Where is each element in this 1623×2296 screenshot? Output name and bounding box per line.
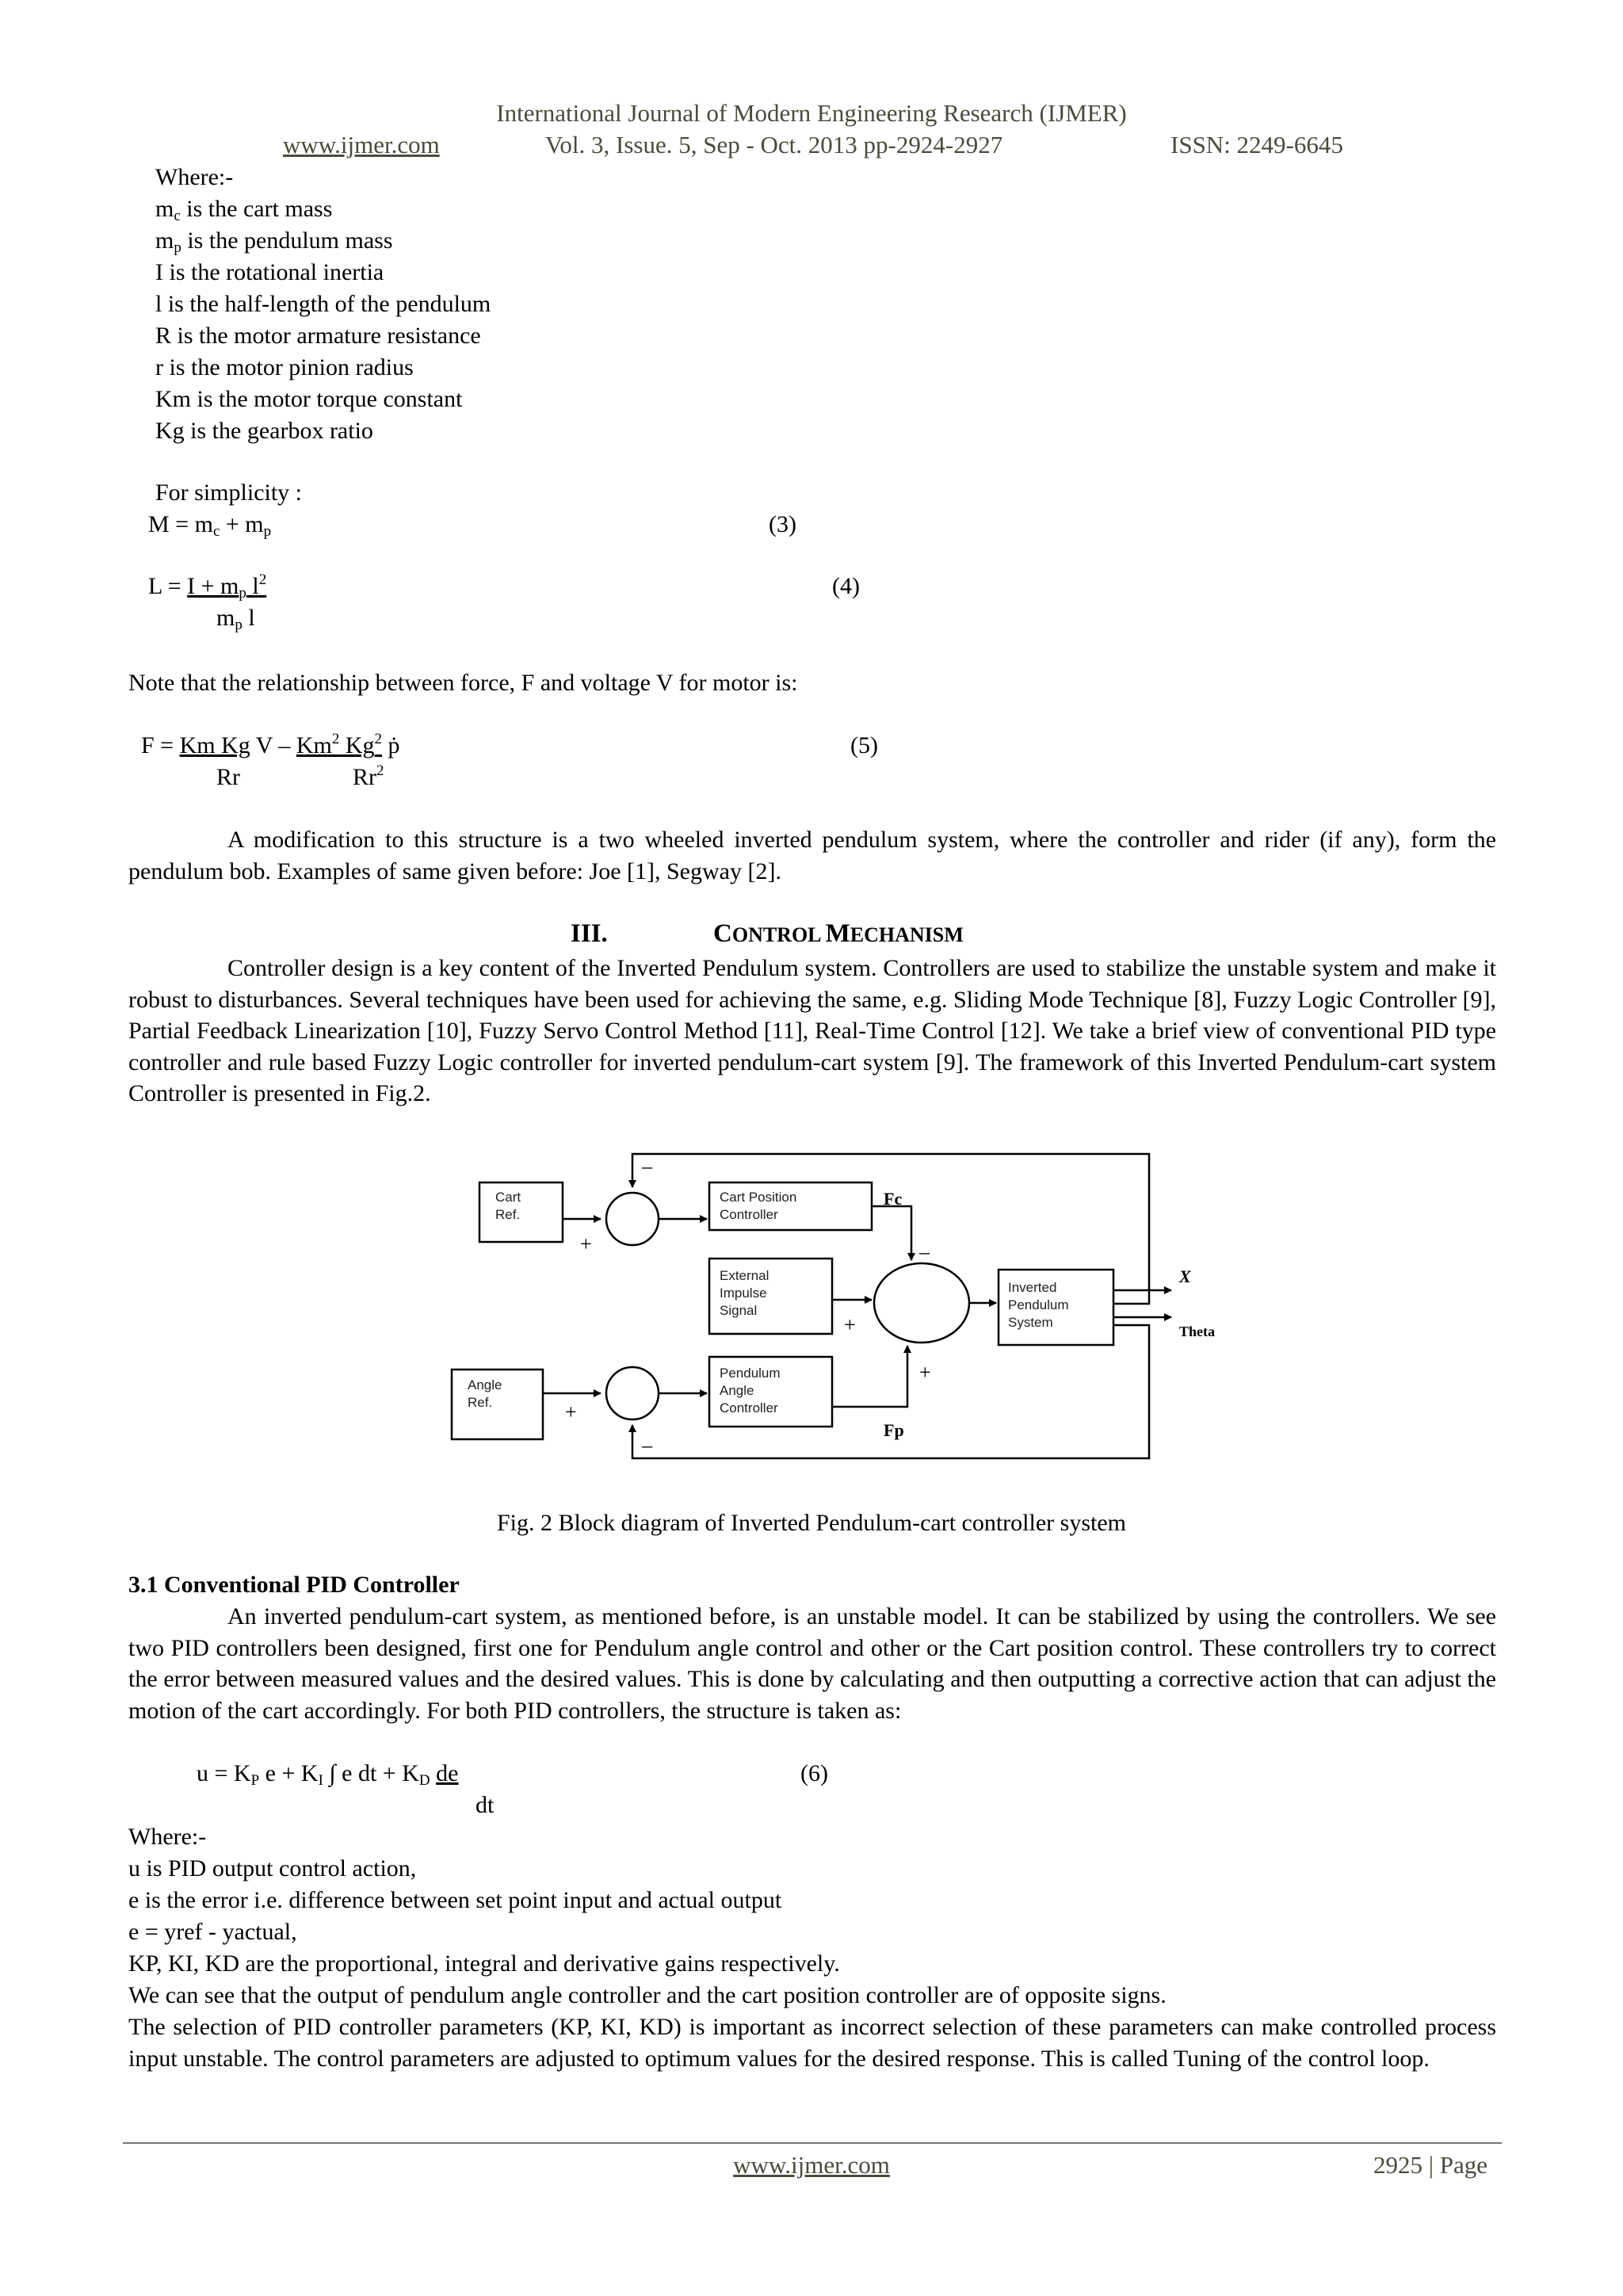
where-item-cart-mass: $m_c$ is the cart mass: [155, 196, 333, 224]
equation-6-number: (6): [800, 1760, 828, 1786]
equation-6-denominator: dt: [475, 1792, 495, 1818]
where-item: e is the error i.e. difference between set point input and actual output: [128, 1887, 782, 1913]
where-item: We can see that the output of pendulum angle controller and the cart position controller are of opposite signs.: [128, 1982, 1167, 2008]
x-output-label: X: [1179, 1266, 1191, 1286]
section-number: III.: [571, 919, 608, 948]
where-item: Km is the motor torque constant: [155, 386, 463, 412]
subsection-heading: 3.1 Conventional PID Controller: [128, 1572, 460, 1598]
external-impulse-label: Signal: [720, 1303, 758, 1318]
where-item: u is PID output control action,: [128, 1855, 417, 1881]
equation-5-denominator-1: Rr: [216, 764, 240, 790]
pendulum-angle-controller-label: Angle: [720, 1383, 754, 1398]
where-item-pendulum-mass: $m_p$ is the pendulum mass: [155, 227, 393, 256]
figure-caption: Fig. 2 Block diagram of Inverted Pendulum-cart controller system: [497, 1510, 1126, 1536]
equation-5-number: (5): [850, 732, 878, 758]
external-impulse-label: Impulse: [720, 1286, 767, 1301]
equation-4-numerator: $L = I + m_p$ $l^2$: [148, 571, 267, 602]
where-item: R is the motor armature resistance: [155, 323, 481, 349]
minus-sign: –: [919, 1240, 930, 1263]
plus-sign: +: [580, 1232, 592, 1255]
minus-sign: –: [642, 1434, 652, 1457]
header-website-link[interactable]: www.ijmer.com: [283, 131, 440, 159]
footer-divider: [123, 2142, 1502, 2144]
inverted-pendulum-label: Inverted: [1008, 1280, 1057, 1295]
equation-3-number: (3): [769, 511, 796, 537]
plus-sign: +: [919, 1361, 931, 1384]
plus-sign: +: [565, 1400, 577, 1423]
header-issn: ISSN: 2249-6645: [1170, 131, 1343, 159]
minus-sign: –: [642, 1155, 652, 1178]
page-number: 2925 | Page: [1373, 2151, 1487, 2179]
plus-sign: +: [844, 1313, 856, 1336]
where-item: KP, KI, KD are the proportional, integral and derivative gains respectively.: [128, 1950, 840, 1977]
angle-ref-label: Angle: [468, 1377, 502, 1392]
where-item: r is the motor pinion radius: [155, 354, 414, 380]
external-impulse-label: External: [720, 1268, 769, 1283]
pendulum-angle-controller-label: Controller: [720, 1400, 778, 1415]
where-item: I is the rotational inertia: [155, 259, 384, 285]
paragraph-pid: An inverted pendulum-cart system, as mentioned before, is an unstable model. It can be stabilized by using the controllers. We see two PID controllers been designed, first one for Pendulum angle control and other or the Cart position control. These controllers try to correct the error between measured values and the desired values. This is done by calculating and then outputting a corrective action that can adjust the motion of the cart accordingly. For both PID controllers, the structure is taken as:: [128, 1603, 1496, 1724]
where-item: Kg is the gearbox ratio: [155, 418, 373, 444]
equation-4-denominator: $m_p$ l: [216, 605, 255, 633]
cart-summing-junction: [606, 1193, 659, 1245]
simplicity-label: For simplicity :: [155, 479, 303, 506]
section-title: CONTROL MECHANISM: [713, 919, 964, 948]
equation-5-denominator-2: Rr$^2$: [353, 762, 384, 790]
theta-output-label: Theta: [1179, 1324, 1215, 1339]
paragraph-control-mechanism: Controller design is a key content of the Inverted Pendulum system. Controllers are used to stabilize the unstable system and make it robust to disturbances. Several techniques have been used for achieving the same, e.g. Sliding Mode Technique [8], Fuzzy Logic Controller [9], Partial Feedback Linearization [10], Fuzzy Servo Control Method [11], Real-Time Control [12]. We take a brief view of conventional PID type controller and rule based Fuzzy Logic controller for inverted pendulum-cart system [9]. The framework of this Inverted Pendulum-cart system Controller is presented in Fig.2.: [128, 955, 1496, 1107]
equation-6: $u = K_P$ $e + K_I$ ∫ e dt + $K_D$ de: [197, 1760, 459, 1789]
where-item: e = yref - yactual,: [128, 1919, 297, 1945]
where-heading: Where:-: [128, 1824, 207, 1850]
cart-ref-box: [479, 1182, 563, 1242]
cart-ref-label: Ref.: [495, 1207, 521, 1222]
cart-position-controller-label: Cart Position: [720, 1190, 797, 1205]
note-text: Note that the relationship between force, F and voltage V for motor is:: [128, 670, 798, 696]
fp-label: Fp: [884, 1420, 904, 1440]
where-heading: Where:-: [155, 164, 234, 190]
where-item: l is the half-length of the pendulum: [155, 291, 491, 317]
equation-5-numerator: F = Km Kg V – Km$^2$ Kg$^2$ ṗ: [141, 731, 400, 758]
fc-label: Fc: [884, 1189, 903, 1209]
angle-ref-label: Ref.: [468, 1395, 493, 1410]
cart-position-controller-label: Controller: [720, 1207, 778, 1222]
inverted-pendulum-label: System: [1008, 1315, 1053, 1330]
equation-3: $M = m_c + m_p$: [148, 511, 272, 540]
journal-title: International Journal of Modern Engineering Research (IJMER): [496, 99, 1127, 127]
footer-website-link[interactable]: www.ijmer.com: [733, 2151, 890, 2179]
inverted-pendulum-label: Pendulum: [1008, 1297, 1069, 1312]
pendulum-angle-controller-label: Pendulum: [720, 1366, 781, 1381]
paragraph-tuning: The selection of PID controller parameters (KP, KI, KD) is important as incorrect selection of these parameters can make controlled process input unstable. The control parameters are adjusted to optimum values for the desired response. This is called Tuning of the control loop.: [128, 2014, 1496, 2072]
paragraph-modification: A modification to this structure is a two wheeled inverted pendulum system, where the controller and rider (if any), form the pendulum bob. Examples of same given before: Joe [1], Segway [2].: [128, 827, 1496, 884]
angle-summing-junction: [606, 1367, 659, 1419]
cart-ref-label: Cart: [495, 1190, 521, 1205]
block-diagram-figure: [444, 1141, 1228, 1474]
equation-4-number: (4): [832, 573, 860, 599]
header-volume: Vol. 3, Issue. 5, Sep - Oct. 2013 pp-2924-2927: [545, 131, 1003, 159]
force-summing-junction: [874, 1263, 969, 1343]
